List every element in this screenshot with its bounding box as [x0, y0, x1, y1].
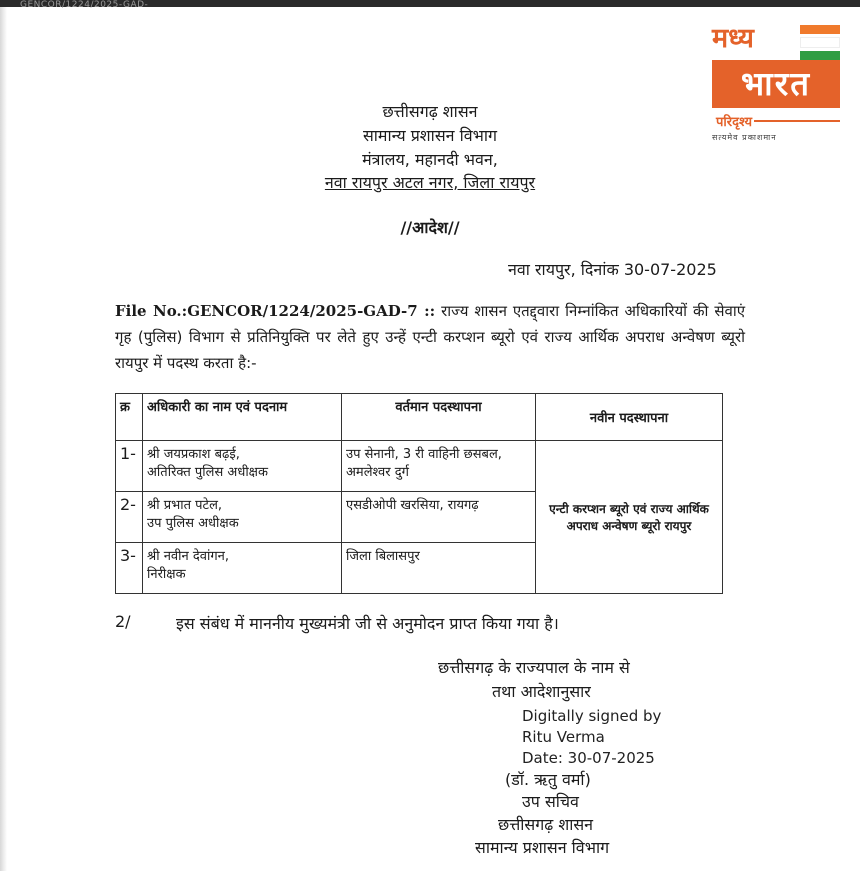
logo-line2: भारत [712, 60, 840, 108]
logo-line3: परिदृश्य [716, 115, 753, 130]
officer-rank: निरीक्षक [147, 567, 186, 582]
point2-text: इस संबंध में माननीय मुख्यमंत्री जी से अनुमोदन प्राप्त किया गया है। [176, 614, 559, 633]
madhya-bharat-logo [712, 22, 844, 150]
officer-rank: अतिरिक्त पुलिस अधीक्षक [147, 465, 268, 480]
point2-number: 2/ [115, 612, 131, 631]
top-dark-strip [0, 0, 860, 10]
flag-icon [800, 25, 840, 63]
current-posting: उप सेनानी, 3 री वाहिनी छसबल, अमलेश्वर दुर्ग [342, 441, 536, 492]
officer-name: श्री जयप्रकाश बढ़ई, [147, 447, 240, 462]
signature-line2: तथा आदेशानुसार [492, 682, 591, 701]
col-new: नवीन पदस्थापना [536, 394, 723, 441]
order-body [115, 298, 745, 376]
signature-line1: छत्तीसगढ़ के राज्यपाल के नाम से [438, 658, 630, 677]
current-posting: जिला बिलासपुर [342, 543, 536, 594]
row-num: 3- [116, 543, 143, 594]
col-officer: अधिकारी का नाम एवं पदनाम [143, 394, 342, 441]
officer-name: श्री प्रभात पटेल, [147, 498, 223, 513]
header-address: नवा रायपुर अटल नगर, जिला रायपुर [324, 173, 536, 192]
signatory-designation: उप सचिव [522, 792, 579, 811]
table-row [116, 441, 723, 492]
signatory-name: (डॉ. ऋतु वर्मा) [505, 770, 591, 789]
file-number: File No.:GENCOR/1224/2025-GAD-7 :: [115, 302, 436, 320]
digital-sign-line1: Digitally signed by [522, 707, 662, 725]
logo-divider [754, 120, 840, 122]
officer-rank: उप पुलिस अधीक्षक [147, 516, 239, 531]
digital-signature-block [522, 706, 661, 769]
signatory-org2: सामान्य प्रशासन विभाग [475, 838, 610, 857]
col-serial: क्र [116, 394, 143, 441]
officer-cell [143, 492, 342, 543]
digital-sign-line3: Date: 30-07-2025 [522, 749, 655, 767]
new-posting: एन्टी करप्शन ब्यूरो एवं राज्य आर्थिक अपराध अन्वेषण ब्यूरो रायपुर [536, 441, 723, 594]
current-posting: एसडीओपी खरसिया, रायगढ़ [342, 492, 536, 543]
order-text: राज्य शासन एतद्द्वारा निम्नांकित अधिकारियों की सेवाएं गृह (पुलिस) विभाग से प्रतिनियुक्ति पर लेते हुए उन्हें एन्टी करप्शन ब्यूरो एवं राज्य आर्थिक अपराध अन्वेषण ब्यूरो रायपुर में पदस्थ करता है:- [115, 302, 746, 372]
header-govt: छत्तीसगढ़ शासन [382, 102, 478, 121]
top-fragment-text: GENCOR/1224/2025-GAD- [20, 0, 149, 10]
table-header-row [116, 394, 723, 441]
logo-tagline: सत्यमेव प्रकाशमान [712, 133, 777, 142]
logo-line1: मध्य [712, 23, 754, 54]
order-title: //आदेश// [400, 218, 460, 237]
header-department: सामान्य प्रशासन विभाग [362, 126, 498, 145]
col-current: वर्तमान पदस्थापना [342, 394, 536, 441]
row-num: 1- [116, 441, 143, 492]
signatory-org1: छत्तीसगढ़ शासन [498, 815, 594, 834]
page-edge-shadow [0, 7, 7, 871]
officer-cell [143, 543, 342, 594]
header-building: मंत्रालय, महानदी भवन, [362, 150, 498, 169]
digital-sign-line2: Ritu Verma [522, 728, 605, 746]
officers-table [115, 393, 723, 594]
date-line: नवा रायपुर, दिनांक 30-07-2025 [508, 260, 717, 279]
officer-cell [143, 441, 342, 492]
officer-name: श्री नवीन देवांगन, [147, 549, 230, 564]
row-num: 2- [116, 492, 143, 543]
